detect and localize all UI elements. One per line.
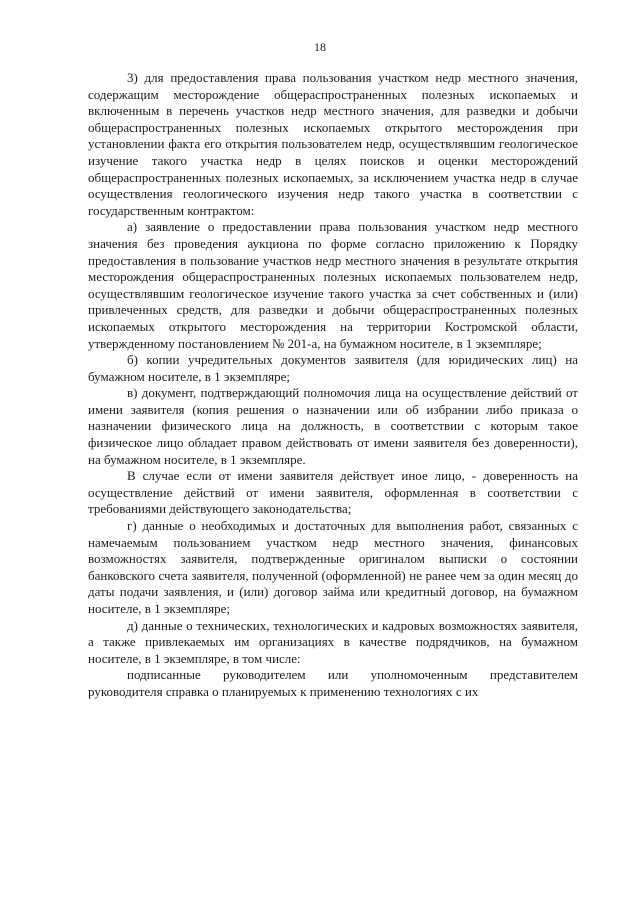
paragraph-subitem-a: а) заявление о предоставлении права пользования участком недр местного значения без проведения аукциона по форме согласно приложению к Порядку предоставления в пользование участков недр местного значения в результате открытия месторождения общераспространенных полезных ископаемых пользователем недр, осуществлявшим геологическое изучение такого участка за счет собственных и (или) привлеченных средств, для разведки и добычи общераспространенных полезных ископаемых открытого месторождения на территории Костромской области, утвержденному постановлением № 201-а, на бумажном носителе, в 1 экземпляре; xyxy=(88,219,578,351)
document-body xyxy=(88,70,578,701)
paragraph-item-3: 3) для предоставления права пользования участком недр местного значения, содержащим месторождение общераспространенных полезных ископаемых и включенным в перечень участков недр местного значения, для разведки и добычи общераспространенных полезных ископаемых открытого месторождения при установлении факта его открытия пользователем недр, осуществлявшим геологическое изучение такого участка недр в целях поисков и оценки месторождений общераспространенных полезных ископаемых, за исключением участка недр в случае осуществления геологического изучения недр такого участка в соответствии с государственным контрактом: xyxy=(88,70,578,218)
paragraph-subitem-b: б) копии учредительных документов заявителя (для юридических лиц) на бумажном носителе, в 1 экземпляре; xyxy=(88,352,578,384)
paragraph-technology-reference: подписанные руководителем или уполномоченным представителем руководителя справка о планируемых к применению технологиях с их xyxy=(88,667,578,699)
page-number: 18 xyxy=(314,40,326,54)
paragraph-subitem-d: д) данные о технических, технологических и кадровых возможностях заявителя, а также привлекаемых им организациях в качестве подрядчиков, на бумажном носителе, в 1 экземпляре, в том числе: xyxy=(88,617,578,666)
paragraph-subitem-g: г) данные о необходимых и достаточных для выполнения работ, связанных с намечаемым пользованием участком недр местного значения, финансовых возможностях заявителя, подтвержденные оригиналом выписки о состоянии банковского счета заявителя, полученной (оформленной) не ранее чем за один месяц до даты подачи заявления, и (или) договор займа или кредитный договор, на бумажном носителе, в 1 экземпляре; xyxy=(88,518,578,616)
paragraph-subitem-v: в) документ, подтверждающий полномочия лица на осуществление действий от имени заявителя (копия решения о назначении или об избрании либо приказа о назначении физического лица на должность, в соответствии с которым такое физическое лицо обладает правом действовать от имени заявителя без доверенности), на бумажном носителе, в 1 экземпляре. xyxy=(88,385,578,467)
paragraph-proxy-note: В случае если от имени заявителя действует иное лицо, - доверенность на осуществление действий от имени заявителя, оформленная в соответствии с требованиями действующего законодательства; xyxy=(88,468,578,517)
